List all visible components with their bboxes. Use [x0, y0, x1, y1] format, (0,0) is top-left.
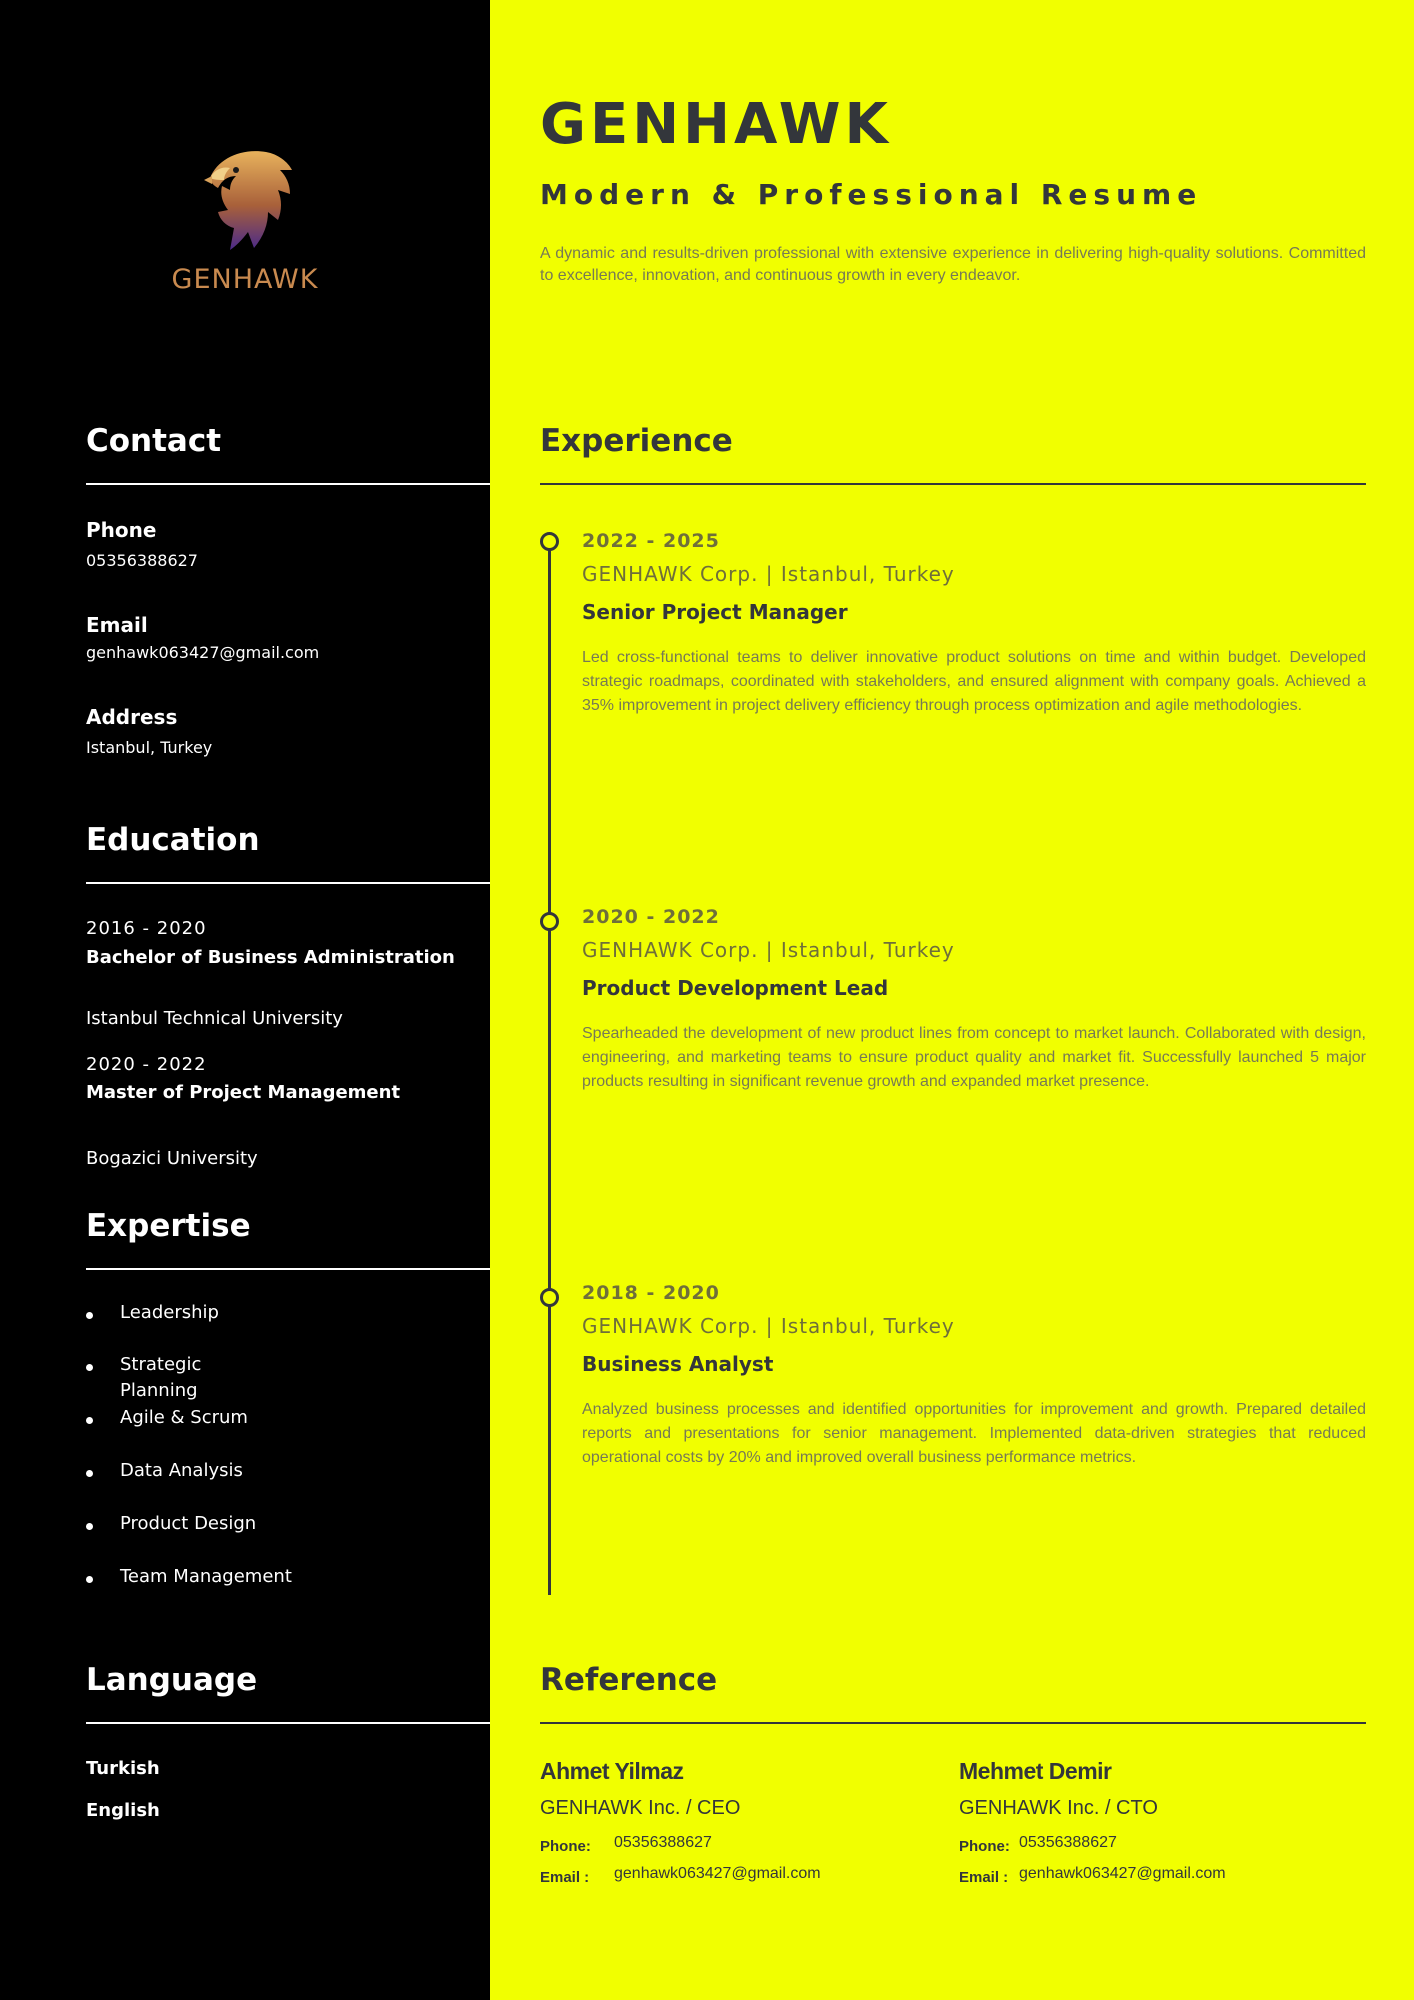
phone-value: 05356388627	[86, 551, 198, 570]
job-title: Product Development Lead	[582, 976, 889, 1000]
education-school: Istanbul Technical University	[86, 1008, 343, 1029]
reference-email-label: Email :	[959, 1869, 1009, 1886]
expertise-heading: Expertise	[86, 1208, 251, 1244]
reference-name: Mehmet Demir	[959, 1758, 1112, 1784]
education-years: 2016 - 2020	[86, 918, 207, 939]
address-label: Address	[86, 705, 178, 729]
reference-phone-label: Phone:	[540, 1838, 591, 1855]
reference-phone-label: Phone:	[959, 1838, 1010, 1855]
list-item: Agile & Scrum	[86, 1405, 320, 1458]
job-title: Senior Project Manager	[582, 600, 848, 624]
language-item: English	[86, 1800, 160, 1821]
contact-divider	[86, 483, 490, 485]
reference-name: Ahmet Yilmaz	[540, 1758, 684, 1784]
timeline-dot	[540, 912, 559, 931]
education-degree: Master of Project Management	[86, 1082, 401, 1103]
phone-label: Phone	[86, 518, 157, 542]
list-item: Team Management	[86, 1564, 320, 1617]
job-description: Led cross-functional teams to deliver innovative product solutions on time and within budget. Developed strategic roadmaps, coordinated with stakeholders, and ensured alignment with company goals. Achieved a 35% improvement in project delivery efficiency through process optimization and agile methodologies.	[582, 649, 1366, 714]
logo-text: GENHAWK	[171, 264, 319, 295]
timeline-dot	[540, 1288, 559, 1307]
reference-phone-row	[959, 1834, 1359, 1855]
main-content	[490, 0, 1414, 2000]
experience-divider	[540, 483, 1366, 485]
resume-subtitle: Modern & Professional Resume	[540, 178, 1203, 211]
eagle-icon	[190, 140, 300, 260]
list-item: Strategic Planning	[86, 1352, 250, 1405]
logo	[150, 140, 340, 295]
job-years: 2022 - 2025	[582, 530, 720, 552]
education-heading: Education	[86, 822, 260, 858]
resume-name: GENHAWK	[540, 92, 892, 157]
email-label: Email	[86, 613, 148, 637]
reference-email-row	[959, 1865, 1359, 1886]
list-item: Product Design	[86, 1511, 320, 1564]
job-description: Analyzed business processes and identified opportunities for improvement and growth. Prepared detailed reports and presentations for senior management. Implemented data-driven strategies that reduced operational costs by 20% and improved overall business performance metrics.	[582, 1401, 1366, 1466]
education-degree: Bachelor of Business Administration	[86, 947, 455, 968]
reference-email: genhawk063427@gmail.com	[614, 1865, 821, 1882]
language-item: Turkish	[86, 1758, 160, 1779]
reference-role: GENHAWK Inc. / CEO	[540, 1797, 741, 1819]
reference-email: genhawk063427@gmail.com	[1019, 1865, 1226, 1882]
reference-phone: 05356388627	[1019, 1834, 1117, 1851]
reference-email-row	[540, 1865, 940, 1886]
job-years: 2020 - 2022	[582, 906, 720, 928]
sidebar	[0, 0, 490, 2000]
job-title: Business Analyst	[582, 1352, 774, 1376]
resume-summary: A dynamic and results-driven professional with extensive experience in delivering high-quality solutions. Committed to excellence, innovation, and continuous growth in every endeavor.	[540, 245, 1366, 284]
reference-divider	[540, 1722, 1366, 1724]
job-company: GENHAWK Corp. | Istanbul, Turkey	[582, 1314, 955, 1338]
job-years: 2018 - 2020	[582, 1282, 720, 1304]
reference-phone-row	[540, 1834, 940, 1855]
education-school: Bogazici University	[86, 1148, 258, 1169]
expertise-list	[86, 1300, 320, 1617]
address-value: Istanbul, Turkey	[86, 738, 213, 757]
job-company: GENHAWK Corp. | Istanbul, Turkey	[582, 938, 955, 962]
language-divider	[86, 1722, 490, 1724]
reference-card	[540, 1758, 940, 1886]
contact-heading: Contact	[86, 423, 222, 459]
job-description: Spearheaded the development of new product lines from concept to market launch. Collaborated with design, engineering, and marketing teams to ensure product quality and market fit. Successfully launched 5 major products resulting in significant revenue growth and expanded market presence.	[582, 1025, 1366, 1090]
education-years: 2020 - 2022	[86, 1054, 207, 1075]
list-item: Leadership	[86, 1300, 250, 1352]
job-company: GENHAWK Corp. | Istanbul, Turkey	[582, 562, 955, 586]
email-value: genhawk063427@gmail.com	[86, 643, 320, 662]
language-heading: Language	[86, 1662, 258, 1698]
reference-email-label: Email :	[540, 1869, 590, 1886]
timeline-line	[548, 545, 551, 1595]
timeline-dot	[540, 532, 559, 551]
reference-card	[959, 1758, 1359, 1886]
experience-heading: Experience	[540, 423, 733, 459]
expertise-divider	[86, 1268, 490, 1270]
reference-role: GENHAWK Inc. / CTO	[959, 1797, 1158, 1819]
reference-phone: 05356388627	[614, 1834, 712, 1851]
education-divider	[86, 882, 490, 884]
reference-heading: Reference	[540, 1662, 718, 1698]
list-item: Data Analysis	[86, 1458, 320, 1511]
